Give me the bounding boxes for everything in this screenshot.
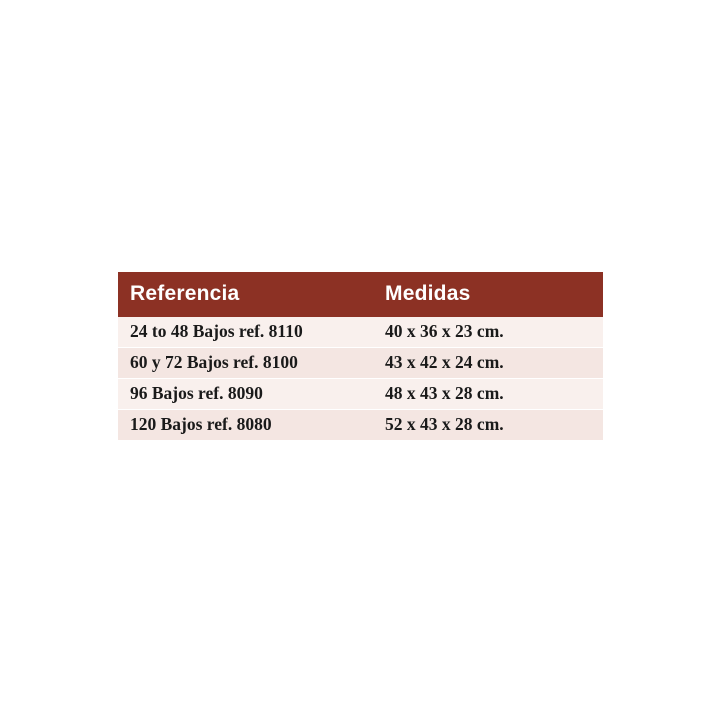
cell-referencia: 120 Bajos ref. 8080 [118, 410, 375, 441]
table-header [118, 272, 603, 317]
spec-table-container [118, 272, 603, 440]
column-header-referencia: Referencia [118, 272, 375, 317]
table-row [118, 317, 603, 348]
cell-referencia: 96 Bajos ref. 8090 [118, 379, 375, 410]
column-header-medidas: Medidas [375, 272, 603, 317]
table-body [118, 317, 603, 440]
cell-medidas: 43 x 42 x 24 cm. [375, 348, 603, 379]
cell-referencia: 24 to 48 Bajos ref. 8110 [118, 317, 375, 348]
table-row [118, 379, 603, 410]
cell-referencia: 60 y 72 Bajos ref. 8100 [118, 348, 375, 379]
specifications-table [118, 272, 603, 440]
cell-medidas: 48 x 43 x 28 cm. [375, 379, 603, 410]
cell-medidas: 52 x 43 x 28 cm. [375, 410, 603, 441]
table-row [118, 348, 603, 379]
table-row [118, 410, 603, 441]
table-header-row [118, 272, 603, 317]
cell-medidas: 40 x 36 x 23 cm. [375, 317, 603, 348]
